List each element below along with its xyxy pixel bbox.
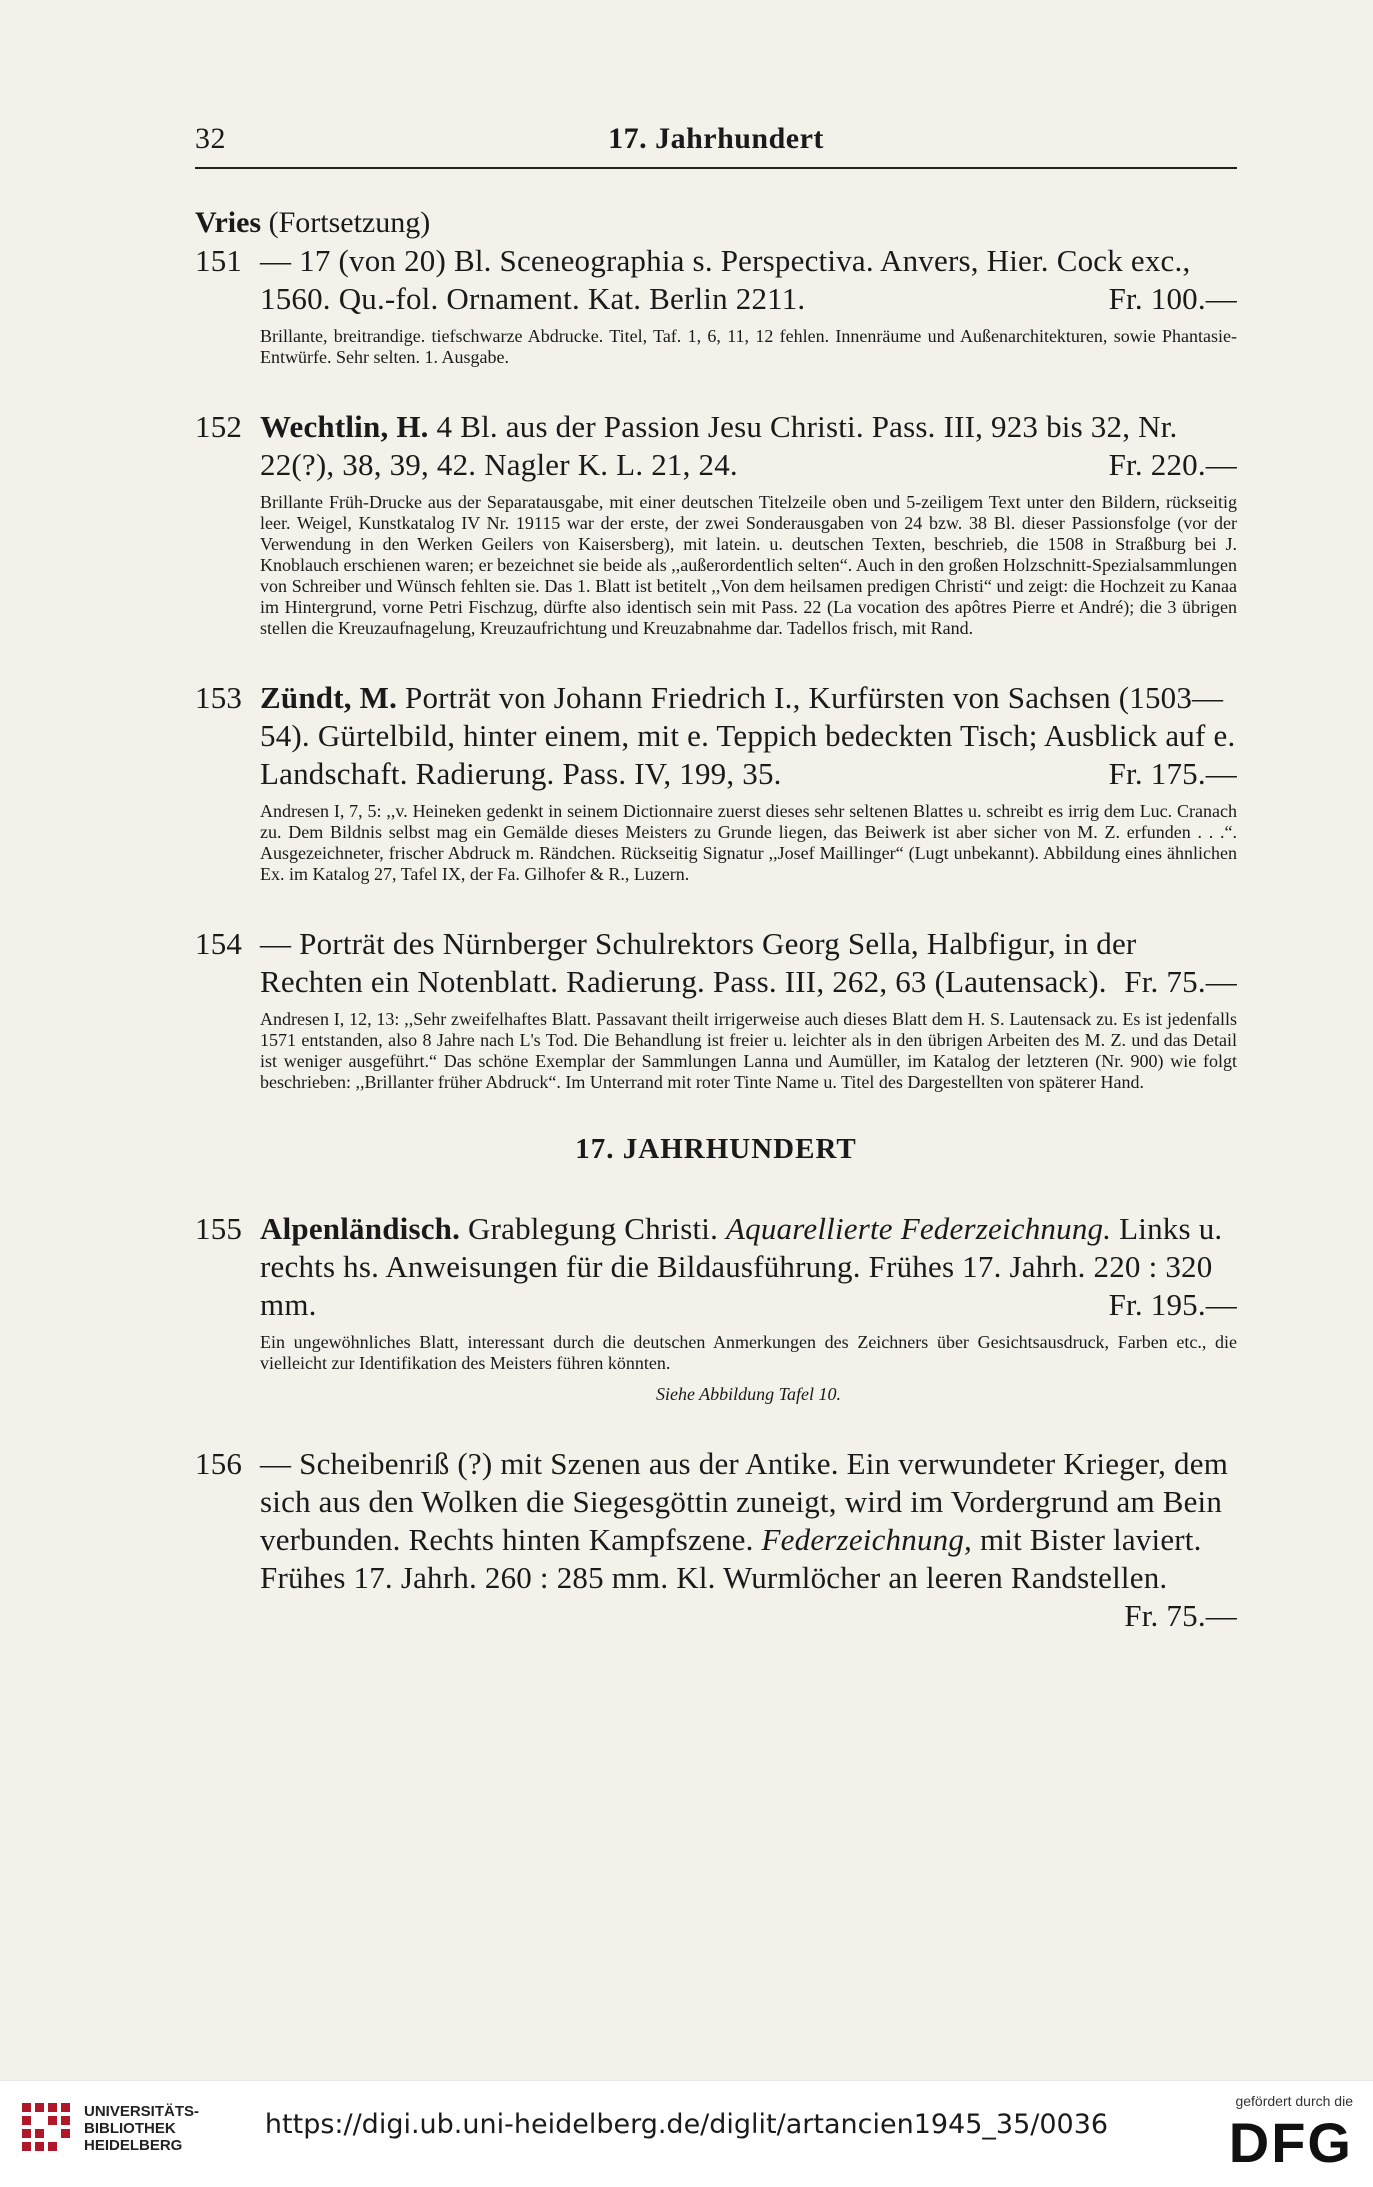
- page-header: [195, 122, 1237, 166]
- library-name: UNIVERSITÄTS- BIBLIOTHEK HEIDELBERG: [84, 2103, 200, 2154]
- entry-text: 4 Bl. aus der Passion Jesu Christi. Pass. III, 923 bis 32, Nr. 22(?), 38, 39, 42. Nagler K. L. 21, 24.: [260, 409, 1178, 482]
- catalog-entry: [195, 1210, 1237, 1405]
- header-rule: [195, 167, 1237, 169]
- entry-text-continued: Links u. rechts hs. Anweisungen für die Bildausführung. Frühes 17. Jahrh. 220 : 320 mm.: [260, 1211, 1223, 1322]
- entry-title: [195, 1445, 1237, 1633]
- entry-title: [195, 242, 1237, 318]
- entry-text: — 17 (von 20) Bl. Sceneographia s. Perspectiva. Anvers, Hier. Cock exc., 1560. Qu.-fol. Ornament. Kat. Berlin 2211.: [260, 243, 1191, 316]
- entry-technique: Aquarellierte Federzeichnung.: [726, 1211, 1112, 1246]
- entry-text: — Porträt des Nürnberger Schulrektors Georg Sella, Halbfigur, in der Rechten ein Notenblatt. Radierung. Pass. III, 262, 63 (Lautensack).: [260, 926, 1137, 999]
- artist-name: Zündt, M.: [260, 680, 398, 715]
- entry-text: Porträt von Johann Friedrich I., Kurfürsten von Sachsen (1503—54). Gürtelbild, hinter einem, mit e. Teppich bedeckten Tisch; Ausblick auf e. Landschaft. Radierung. Pass. IV, 199, 35.: [260, 680, 1236, 791]
- plate-reference: Siehe Abbildung Tafel 10.: [655, 1384, 841, 1404]
- entry-technique: Federzeichnung,: [761, 1522, 972, 1557]
- entry-number: 156: [195, 1446, 243, 1481]
- viewer-footer: [0, 2080, 1373, 2187]
- continuation-note: (Fortsetzung): [261, 206, 431, 239]
- entry-price: Fr. 195.—: [1108, 1287, 1237, 1322]
- entry-note: Brillante Früh-Drucke aus der Separatausgabe, mit einer deutschen Titelzeile oben und 5-zeiligem Text unter den Bildern, rückseitig leer. Weigel, Kunstkatalog IV Nr. 19115 war der erste, der zwei Sonderausgaben von 24 bzw. 38 Bl. dieser Passionsfolge (vor der Verwendung in den Werken Geilers von Kaisersberg), mit latein. u. deutschen Texten, beschrieb, die 1508 in Straßburg bei J. Knoblauch erschienen waren; er bezeichnet sie beide als ,,außerordentlich selten“. Auch in den großen Holzschnitt-Spezialsammlungen von Schreiber und Wünsch fehlten sie. Das 1. Blatt ist betitelt ,,Von dem heilsamen predigen Christi“ und zeigt: die Hochzeit zu Kanaa im Hintergrund, vorne Petri Fischzug, dürfte also identisch sein mit Pass. 22 (La vocation des apôtres Pierre et André); die 3 übrigen stellen die Kreuzaufnagelung, Kreuzaufrichtung und Kreuzabnahme dar. Tadellos frisch, mit Rand.: [260, 492, 1237, 638]
- entry-price: Fr. 175.—: [1108, 756, 1237, 791]
- permalink-url[interactable]: https://digi.ub.uni-heidelberg.de/diglit/artancien1945_35/0036: [264, 2109, 1109, 2140]
- entry-note: Ein ungewöhnliches Blatt, interessant durch die deutschen Anmerkungen des Zeichners über Gesichtsausdruck, Farben etc., die vielleicht zur Identifikation des Meisters führen könnten.: [260, 1332, 1237, 1373]
- catalog-entry: [195, 925, 1237, 1093]
- entry-note: Andresen I, 7, 5: ,,v. Heineken gedenkt in seinem Dictionnaire zuerst dieses sehr seltenen Blattes u. schreibt es irrig dem Luc. Cranach zu. Dem Bildnis selbst mag ein Gemälde dieses Meisters zu Grunde liegen, das Beiwerk ist aber sicher von M. Z. erfunden . . .“. Ausgezeichneter, frischer Abdruck m. Rändchen. Rückseitig Signatur ,,Josef Maillinger“ (Lugt unbekannt). Abbildung eines ähnlichen Ex. im Katalog 27, Tafel IX, der Fa. Gilhofer & R., Luzern.: [260, 801, 1237, 884]
- funder-logo: DFG: [1228, 2111, 1353, 2174]
- artist-name: Wechtlin, H.: [260, 409, 429, 444]
- section-heading: 17. JAHRHUNDERT: [575, 1133, 857, 1165]
- entry-note: Brillante, breitrandige. tiefschwarze Abdrucke. Titel, Taf. 1, 6, 11, 12 fehlen. Innenräume und Außenarchitekturen, sowie Phantasie-Entwürfe. Sehr selten. 1. Ausgabe.: [260, 326, 1237, 367]
- entry-price: Fr. 75.—: [1124, 964, 1237, 999]
- artist-name: Vries: [195, 206, 262, 239]
- continuation-heading: [195, 204, 1237, 242]
- artist-name: Alpenländisch.: [260, 1211, 461, 1246]
- entry-number: 151: [195, 243, 243, 278]
- entry-price: Fr. 75.—: [1124, 1598, 1237, 1633]
- entry-title: [195, 679, 1237, 793]
- entry-number: 153: [195, 680, 243, 715]
- entry-text-continued: mit Bister laviert. Frühes 17. Jahrh. 260 : 285 mm. Kl. Wurmlöcher an leeren Randstellen.: [260, 1522, 1202, 1595]
- entry-number: 154: [195, 926, 243, 961]
- entry-text: Grablegung Christi.: [460, 1211, 727, 1246]
- entry-title: [195, 925, 1237, 1001]
- catalog-entry: [195, 1445, 1237, 1633]
- catalog-entry: [195, 679, 1237, 885]
- funding-label: gefördert durch die: [1235, 2093, 1353, 2109]
- entry-number: 152: [195, 409, 243, 444]
- catalog-content: [195, 204, 1237, 1637]
- entry-text: — Scheibenriß (?) mit Szenen aus der Antike. Ein verwundeter Krieger, dem sich aus den Wolken die Siegesgöttin zuneigt, wird im Vordergrund am Bein verbunden. Rechts hinten Kampfszene.: [260, 1446, 1229, 1557]
- entry-title: [195, 1210, 1237, 1324]
- running-title: 17. Jahrhundert: [608, 122, 824, 155]
- catalog-entry: [195, 242, 1237, 368]
- page-number: 32: [195, 122, 226, 155]
- entry-price: Fr. 100.—: [1108, 281, 1237, 316]
- entry-price: Fr. 220.—: [1108, 447, 1237, 482]
- entry-number: 155: [195, 1211, 243, 1246]
- catalog-entry: [195, 408, 1237, 639]
- entry-note: Andresen I, 12, 13: ,,Sehr zweifelhaftes Blatt. Passavant theilt irrigerweise auch dieses Blatt dem H. S. Lautensack zu. Es ist jedenfalls 1571 entstanden, also 8 Jahre nach L's Tod. Die Behandlung ist freier u. leichter als in den übrigen Arbeiten des M. Z. und das Detail ist weniger ausgeführt.“ Das schöne Exemplar der Sammlungen Lanna und Aumüller, im Katalog der letzteren (Nr. 900) wie folgt beschrieben: ,,Brillanter früher Abdruck“. Im Unterrand mit roter Tinte Name u. Titel des Dargestellten von späterer Hand.: [260, 1009, 1237, 1092]
- entry-title: [195, 408, 1237, 484]
